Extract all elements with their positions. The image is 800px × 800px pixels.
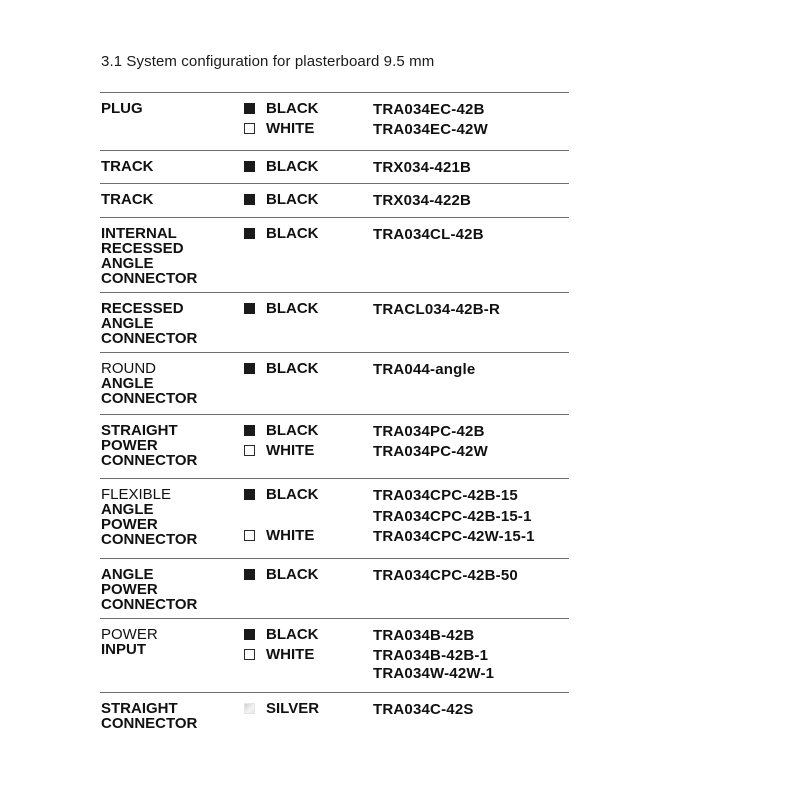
black-swatch-icon bbox=[244, 194, 255, 205]
product-code: TRA034EC-42W bbox=[373, 121, 488, 138]
product-name-line: POWER bbox=[101, 437, 158, 454]
color-label: BLACK bbox=[266, 422, 319, 439]
color-label: BLACK bbox=[266, 191, 319, 208]
color-label: SILVER bbox=[266, 700, 320, 717]
table-row bbox=[100, 352, 569, 414]
product-name bbox=[101, 487, 231, 547]
color-option bbox=[244, 360, 319, 378]
product-name-line: CONNECTOR bbox=[101, 596, 198, 613]
product-name-line: CONNECTOR bbox=[101, 270, 198, 287]
product-name-line: ANGLE bbox=[101, 501, 154, 518]
product-name-line: STRAIGHT bbox=[101, 422, 178, 439]
color-label: BLACK bbox=[266, 626, 319, 643]
product-code: TRA034CPC-42B-15-1 bbox=[373, 508, 532, 525]
product-name-line: CONNECTOR bbox=[101, 390, 198, 407]
product-name bbox=[101, 701, 231, 731]
table-row bbox=[100, 150, 569, 183]
product-name bbox=[101, 192, 231, 207]
silver-swatch-icon bbox=[244, 703, 255, 714]
product-code: TRA034CL-42B bbox=[373, 226, 484, 243]
product-name-line: CONNECTOR bbox=[101, 330, 198, 347]
product-name-line: FLEXIBLE bbox=[101, 486, 172, 503]
white-swatch-icon bbox=[244, 530, 255, 541]
product-name bbox=[101, 361, 231, 406]
product-code: TRA034PC-42W bbox=[373, 443, 488, 460]
black-swatch-icon bbox=[244, 303, 255, 314]
black-swatch-icon bbox=[244, 228, 255, 239]
product-code: TRX034-422B bbox=[373, 192, 472, 209]
product-name-line: CONNECTOR bbox=[101, 715, 198, 732]
product-name-line: POWER bbox=[101, 516, 158, 533]
product-name bbox=[101, 159, 231, 174]
white-swatch-icon bbox=[244, 649, 255, 660]
color-option bbox=[244, 442, 314, 460]
product-name-line: TRACK bbox=[101, 158, 154, 175]
product-name-line: POWER bbox=[101, 581, 158, 598]
product-code: TRA034PC-42B bbox=[373, 423, 485, 440]
product-name-line: CONNECTOR bbox=[101, 452, 198, 469]
black-swatch-icon bbox=[244, 425, 255, 436]
table-row bbox=[100, 558, 569, 618]
color-label: BLACK bbox=[266, 566, 319, 583]
color-option bbox=[244, 422, 319, 440]
product-name bbox=[101, 301, 231, 346]
black-swatch-icon bbox=[244, 363, 255, 374]
product-name-line: INPUT bbox=[101, 641, 146, 658]
white-swatch-icon bbox=[244, 123, 255, 134]
color-label: BLACK bbox=[266, 300, 319, 317]
color-option bbox=[244, 527, 314, 545]
product-code: TRACL034-42B-R bbox=[373, 301, 500, 318]
product-name bbox=[101, 567, 231, 612]
product-name bbox=[101, 423, 231, 468]
product-name bbox=[101, 226, 231, 286]
color-option bbox=[244, 626, 319, 644]
black-swatch-icon bbox=[244, 489, 255, 500]
product-name-line: ANGLE bbox=[101, 315, 154, 332]
product-code: TRX034-421B bbox=[373, 159, 472, 176]
product-name-line: CONNECTOR bbox=[101, 531, 198, 548]
color-label: WHITE bbox=[266, 120, 315, 137]
product-code: TRA034CPC-42B-50 bbox=[373, 567, 518, 584]
white-swatch-icon bbox=[244, 445, 255, 456]
table-row bbox=[100, 478, 569, 558]
table-row bbox=[100, 414, 569, 478]
product-name-line: STRAIGHT bbox=[101, 700, 178, 717]
color-option bbox=[244, 100, 319, 118]
color-label: WHITE bbox=[266, 527, 315, 544]
color-option bbox=[244, 700, 319, 718]
product-code: TRA034B-42B-1 bbox=[373, 647, 489, 664]
product-code: TRA034W-42W-1 bbox=[373, 665, 495, 682]
product-name-line: ANGLE bbox=[101, 375, 154, 392]
product-code: TRA034CPC-42B-15 bbox=[373, 487, 518, 504]
table-row bbox=[100, 183, 569, 217]
product-name-line: RECESSED bbox=[101, 240, 184, 257]
product-name-line: INTERNAL bbox=[101, 225, 177, 242]
color-option bbox=[244, 486, 319, 504]
color-label: WHITE bbox=[266, 646, 315, 663]
product-code: TRA034B-42B bbox=[373, 627, 475, 644]
color-option bbox=[244, 191, 319, 209]
color-label: BLACK bbox=[266, 486, 319, 503]
product-name-line: PLUG bbox=[101, 100, 143, 117]
product-name-line: TRACK bbox=[101, 191, 154, 208]
configuration-table bbox=[100, 92, 569, 740]
black-swatch-icon bbox=[244, 629, 255, 640]
product-code: TRA034C-42S bbox=[373, 701, 474, 718]
table-row bbox=[100, 217, 569, 292]
table-row bbox=[100, 618, 569, 692]
color-label: BLACK bbox=[266, 225, 319, 242]
product-code: TRA034CPC-42W-15-1 bbox=[373, 528, 535, 545]
product-name-line: ROUND bbox=[101, 360, 156, 377]
color-label: WHITE bbox=[266, 442, 315, 459]
color-label: BLACK bbox=[266, 100, 319, 117]
color-option bbox=[244, 120, 314, 138]
table-row bbox=[100, 692, 569, 740]
black-swatch-icon bbox=[244, 161, 255, 172]
color-option bbox=[244, 158, 319, 176]
product-name bbox=[101, 101, 231, 116]
black-swatch-icon bbox=[244, 569, 255, 580]
product-code: TRA034EC-42B bbox=[373, 101, 485, 118]
table-row bbox=[100, 92, 569, 150]
color-label: BLACK bbox=[266, 158, 319, 175]
product-name-line: RECESSED bbox=[101, 300, 184, 317]
color-option bbox=[244, 225, 319, 243]
product-code: TRA044-angle bbox=[373, 361, 476, 378]
product-name-line: POWER bbox=[101, 626, 158, 643]
table-row bbox=[100, 292, 569, 352]
color-option bbox=[244, 300, 319, 318]
color-option bbox=[244, 646, 314, 664]
page-title: 3.1 System configuration for plasterboard 9.5 mm bbox=[101, 53, 435, 70]
black-swatch-icon bbox=[244, 103, 255, 114]
color-label: BLACK bbox=[266, 360, 319, 377]
color-option bbox=[244, 566, 319, 584]
product-name-line: ANGLE bbox=[101, 255, 154, 272]
product-name-line: ANGLE bbox=[101, 566, 154, 583]
product-name bbox=[101, 627, 231, 657]
